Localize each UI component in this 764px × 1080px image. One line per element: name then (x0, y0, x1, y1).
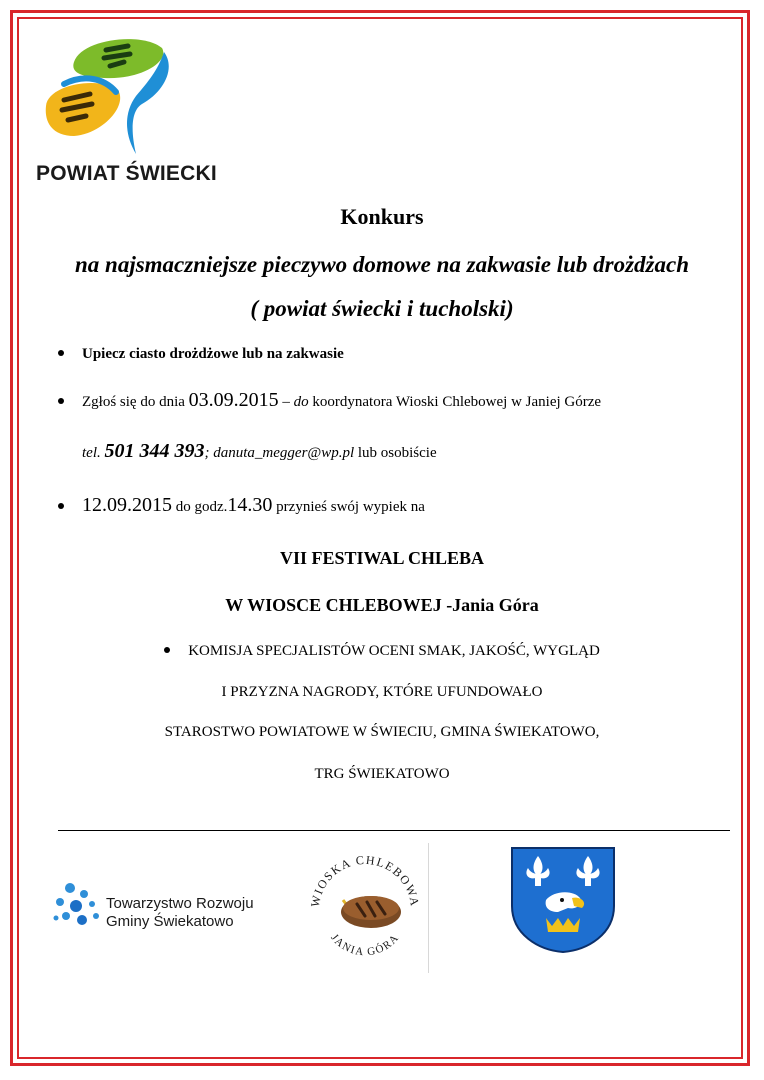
bullet-dot-icon (58, 350, 64, 356)
email-address[interactable]: danuta_megger@wp.pl (213, 445, 355, 461)
bread-stamp-icon (305, 848, 425, 963)
register-prefix: Zgłoś się do dnia (82, 394, 189, 410)
jury-line-4: TRG ŚWIEKATOWO (314, 766, 450, 782)
register-deadline: 03.09.2015 (188, 389, 279, 411)
contest-region: ( powiat świecki i tucholski) (250, 296, 514, 321)
deliver-text: przynieś swój wypiek na (272, 499, 425, 515)
bullet-dot-icon (58, 398, 64, 404)
event-time: 14.30 (227, 494, 273, 516)
wioska-bottom-text: JANIA GÓRA (328, 931, 402, 959)
bullet-register (58, 389, 601, 412)
trg-logo (52, 880, 272, 930)
powiat-logo (34, 34, 217, 190)
molecule-dots-icon (52, 880, 104, 930)
contact-semicolon: ; (204, 445, 214, 461)
jury-line-1-text: KOMISJA SPECJALISTÓW OCENI SMAK, JAKOŚĆ, WYGLĄD (188, 643, 600, 659)
footer-separator (428, 843, 429, 973)
event-date: 12.09.2015 (82, 494, 172, 516)
register-do: do (293, 394, 309, 410)
contest-subtitle: na najsmaczniejsze pieczywo domowe na zakwasie lub drożdżach (74, 252, 690, 277)
powiat-logo-icon (44, 34, 194, 159)
trg-name-line-1: Towarzystwo Rozwoju (106, 895, 254, 912)
page-title: Konkurs (340, 204, 424, 229)
phone-number: 501 344 393 (104, 440, 205, 462)
bullet-deliver (58, 494, 425, 517)
svg-text:JANIA GÓRA (328, 932, 402, 959)
coat-of-arms (510, 846, 616, 954)
bullet-bake (58, 346, 344, 363)
trg-name-line-2: Gminy Świekatowo (106, 913, 234, 930)
bullet-dot-icon (58, 503, 64, 509)
festival-title: VII FESTIWAL CHLEBA (279, 548, 485, 568)
bullet-dot-icon (164, 647, 170, 653)
powiat-logo-text: POWIAT ŚWIECKI (36, 162, 217, 185)
register-dash: – (278, 394, 294, 410)
tel-label: tel. (82, 445, 105, 461)
jury-line-1 (0, 643, 764, 660)
bullet-bake-text: Upiecz ciasto drożdżowe lub na zakwasie (82, 346, 344, 362)
festival-location: W WIOSCE CHLEBOWEJ -Jania Góra (225, 595, 539, 615)
footer-divider (58, 830, 730, 831)
wioska-chlebowa-logo (305, 848, 425, 963)
event-time-label: do godz. (172, 499, 228, 515)
wioska-top-text: WIOSKA CHLEBOWA (307, 852, 423, 909)
contact-line (82, 440, 437, 463)
contact-suffix: lub osobiście (354, 445, 437, 461)
jury-line-3: STAROSTWO POWIATOWE W ŚWIECIU, GMINA ŚWIEKATOWO, (164, 724, 600, 740)
eagle-shield-icon (510, 846, 616, 954)
register-coordinator: koordynatora Wioski Chlebowej w Janiej Górze (308, 394, 602, 410)
jury-line-2: I PRZYZNA NAGRODY, KTÓRE UFUNDOWAŁO (221, 684, 543, 700)
